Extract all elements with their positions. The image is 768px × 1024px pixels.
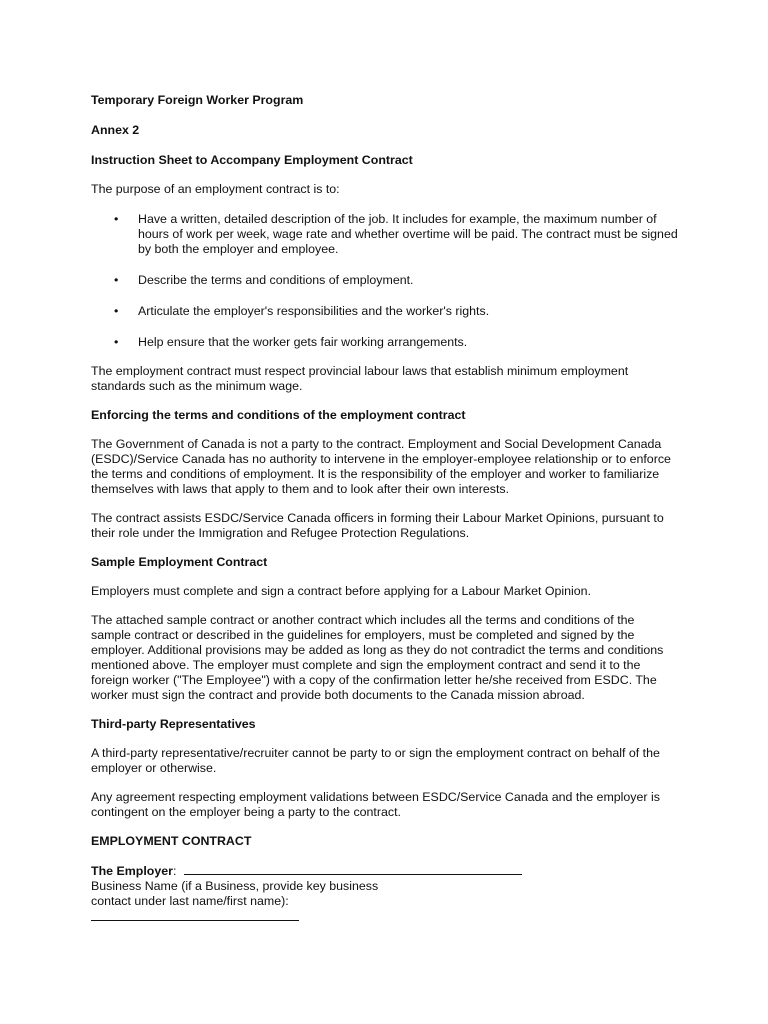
paragraph-provincial: The employment contract must respect provincial labour laws that establish minimum employment standards such as the minimum wage. <box>91 364 629 393</box>
instruction-title: Instruction Sheet to Accompany Employment Contract <box>91 153 413 167</box>
list-item <box>91 273 691 288</box>
employer-field <box>91 863 691 879</box>
bullet-text: Describe the terms and conditions of employment. <box>138 273 414 287</box>
paragraph-employers-must: Employers must complete and sign a contract before applying for a Labour Market Opinion. <box>91 584 592 598</box>
paragraph-third-party: A third-party representative/recruiter cannot be party to or sign the employment contract on behalf of the employer or otherwise. <box>91 746 660 775</box>
employer-blank-line[interactable] <box>184 863 522 875</box>
paragraph-assists: The contract assists ESDC/Service Canada officers in forming their Labour Market Opinions, pursuant to their role under the Immigration and Refugee Protection Regulations. <box>91 511 664 540</box>
bullet-glyph: • <box>114 273 119 287</box>
list-item <box>91 304 691 319</box>
list-item <box>91 335 691 350</box>
heading-sample: Sample Employment Contract <box>91 555 268 569</box>
bullet-text: Articulate the employer's responsibilities and the worker's rights. <box>138 304 490 318</box>
heading-employment-contract: EMPLOYMENT CONTRACT <box>91 834 252 848</box>
heading-third-party: Third-party Representatives <box>91 717 256 731</box>
bullet-glyph: • <box>114 212 119 226</box>
employer-colon: : <box>172 864 177 878</box>
paragraph-attached: The attached sample contract or another contract which includes all the terms and conditions of the sample contract or described in the guidelines for employers, must be completed and signed by the employer. Additional provisions may be added as long as they do not contradict the terms and conditions mentioned above. The employer must complete and sign the employment contract and send it to the foreign worker ("The Employee") with a copy of the confirmation letter he/she received from ESDC. The worker must sign the contract and provide both documents to the Canada mission abroad. <box>91 613 664 702</box>
document-body <box>91 93 691 925</box>
bullet-text: Help ensure that the worker gets fair working arrangements. <box>138 335 468 349</box>
paragraph-government: The Government of Canada is not a party to the contract. Employment and Social Development Canada (ESDC)/Service Canada has no authority to intervene in the employer-employee relationship or to enforce the terms and conditions of employment. It is the responsibility of the employer and worker to familiarize themselves with laws that apply to them and to look after their own interests. <box>91 437 671 496</box>
heading-enforcing: Enforcing the terms and conditions of the employment contract <box>91 408 466 422</box>
bullet-glyph: • <box>114 304 119 318</box>
business-name-label-line1: Business Name (if a Business, provide key business <box>91 879 379 893</box>
business-name-blank-line[interactable] <box>91 909 299 921</box>
bullet-text: Have a written, detailed description of the job. It includes for example, the maximum number of hours of work per week, wage rate and whether overtime will be paid. The contract must be signed by both the employer and employee. <box>138 212 678 256</box>
business-name-label-line2: contact under last name/first name): <box>91 894 289 908</box>
paragraph-agreement: Any agreement respecting employment validations between ESDC/Service Canada and the employer is contingent on the employer being a party to the contract. <box>91 790 660 819</box>
program-title: Temporary Foreign Worker Program <box>91 93 304 107</box>
purpose-list <box>91 212 691 350</box>
list-item <box>91 212 691 257</box>
annex-label: Annex 2 <box>91 123 140 137</box>
purpose-intro: The purpose of an employment contract is to: <box>91 182 340 196</box>
bullet-glyph: • <box>114 335 119 349</box>
employer-label: The Employer <box>91 864 173 878</box>
